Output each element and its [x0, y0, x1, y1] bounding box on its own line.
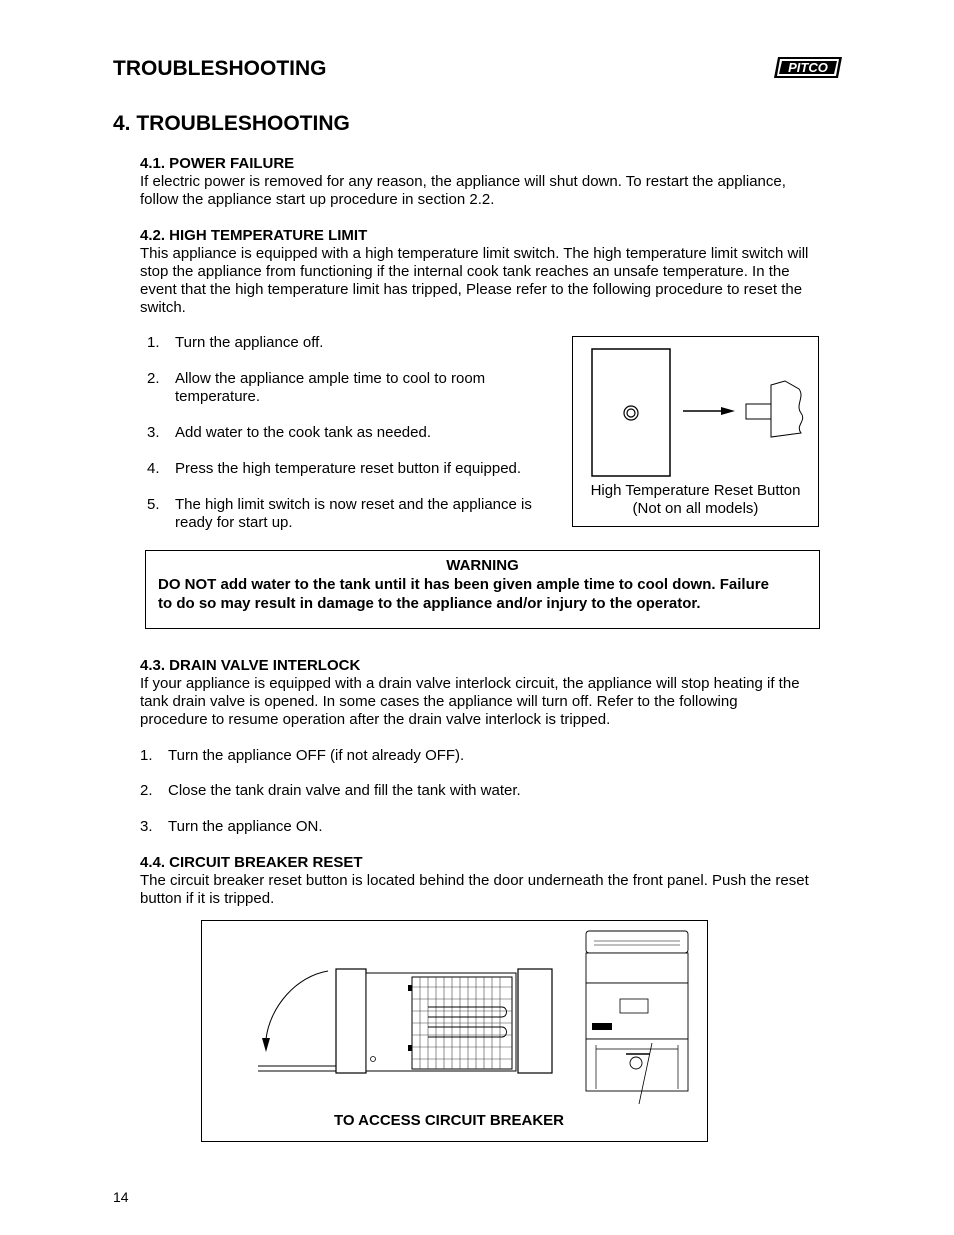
paragraph-line: follow the appliance start up procedure in section 2.2. — [140, 191, 495, 208]
warning-title: WARNING — [446, 557, 519, 574]
circuit-breaker-figure — [201, 920, 708, 1142]
list-number: 1. — [140, 747, 153, 764]
list-number: 3. — [147, 424, 160, 441]
paragraph-line: procedure to resume operation after the drain valve interlock is tripped. — [140, 711, 611, 728]
section-heading-high-temp: 4.2. HIGH TEMPERATURE LIMIT — [140, 227, 368, 244]
page-number: 14 — [113, 1189, 129, 1205]
list-text: Turn the appliance OFF (if not already OFF). — [168, 747, 465, 764]
list-text: Close the tank drain valve and fill the tank with water. — [168, 782, 521, 799]
figure-caption — [573, 482, 818, 518]
high-temp-text — [140, 245, 845, 317]
power-failure-text — [140, 173, 845, 209]
high-temp-steps — [147, 334, 557, 534]
list-text: Allow the appliance ample time to cool to room — [175, 370, 486, 387]
paragraph-line: This appliance is equipped with a high temperature limit switch. The high temperature limit switch will — [140, 245, 809, 262]
list-number: 3. — [140, 818, 153, 835]
list-text: temperature. — [175, 388, 261, 405]
list-text: The high limit switch is now reset and the appliance is — [175, 496, 532, 513]
warning-line: to do so may result in damage to the appliance and/or injury to the operator. — [158, 595, 701, 612]
caption-text: TO ACCESS CIRCUIT BREAKER — [334, 1112, 565, 1129]
paragraph-line: event that the high temperature limit has tripped, Please refer to the following procedure to reset the — [140, 281, 803, 298]
list-number: 4. — [147, 460, 160, 477]
paragraph-line: stop the appliance from functioning if the internal cook tank reaches an unsafe temperature. In the — [140, 263, 790, 280]
fryer-diagram — [202, 921, 707, 1106]
circuit-breaker-text — [140, 872, 845, 908]
section-heading-drain-valve: 4.3. DRAIN VALVE INTERLOCK — [140, 657, 361, 674]
paragraph-line: tank drain valve is opened. In some cases the appliance will turn off. Refer to the following — [140, 693, 738, 710]
caption-line: (Not on all models) — [632, 500, 759, 517]
reset-button-figure — [572, 336, 819, 527]
chapter-title: 4. TROUBLESHOOTING — [113, 112, 350, 135]
list-text: Add water to the cook tank as needed. — [175, 424, 432, 441]
paragraph-line: The circuit breaker reset button is located behind the door underneath the front panel. Push the reset — [140, 872, 809, 889]
warning-box — [145, 550, 820, 629]
list-text: Turn the appliance ON. — [168, 818, 323, 835]
drain-valve-text — [140, 675, 845, 729]
list-number: 5. — [147, 496, 160, 513]
section-heading-circuit-breaker: 4.4. CIRCUIT BREAKER RESET — [140, 854, 363, 871]
pitco-logo — [773, 56, 843, 79]
svg-text:PITCO: PITCO — [788, 60, 828, 75]
reset-button-diagram — [573, 337, 818, 482]
paragraph-line: button if it is tripped. — [140, 890, 275, 907]
paragraph-line: switch. — [140, 299, 186, 316]
caption-line: High Temperature Reset Button — [590, 482, 801, 499]
list-number: 2. — [140, 782, 153, 799]
running-header: TROUBLESHOOTING — [113, 57, 327, 80]
list-text: ready for start up. — [175, 514, 293, 531]
paragraph-line: If electric power is removed for any reason, the appliance will shut down. To restart the appliance, — [140, 173, 786, 190]
list-text: Press the high temperature reset button if equipped. — [175, 460, 522, 477]
warning-text — [158, 575, 818, 613]
section-heading-power-failure: 4.1. POWER FAILURE — [140, 155, 295, 172]
list-number: 2. — [147, 370, 160, 387]
list-number: 1. — [147, 334, 160, 351]
list-text: Turn the appliance off. — [175, 334, 324, 351]
paragraph-line: If your appliance is equipped with a drain valve interlock circuit, the appliance will stop heating if the — [140, 675, 800, 692]
warning-line: DO NOT add water to the tank until it has been given ample time to cool down. Failure — [158, 576, 769, 593]
drain-valve-steps — [140, 747, 740, 837]
